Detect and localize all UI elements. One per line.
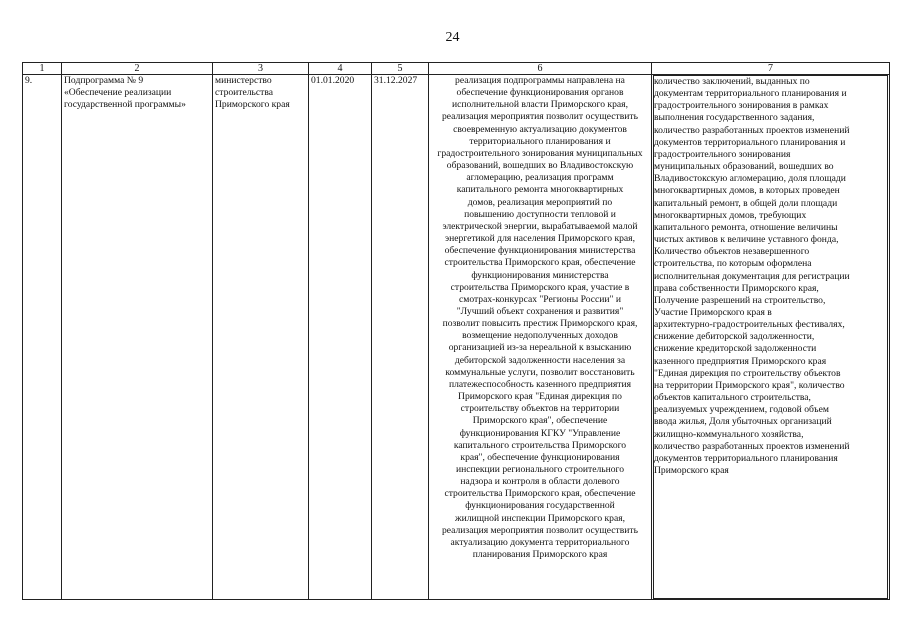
text-line: выполнения государственного задания, [654,112,815,124]
text-line: количество разработанных проектов изменений [654,440,850,452]
text-line: градостроительного зонирования [654,148,791,160]
text-line: документов территориального планирования и [654,136,846,148]
text-line: Приморского края [654,465,729,476]
text-line: снижение кредиторской задолженности [654,343,817,355]
row-index: 9. [23,75,62,600]
header-col-4: 4 [309,63,372,75]
text-line: документов территориального планирования [654,452,838,464]
text-line: капитального строительства Приморского [453,439,627,451]
text-line: Получение разрешений на строительство, [654,294,826,306]
text-line: реализация мероприятия позволит осуществить [441,524,638,536]
text-line: надзора и контроля в области долевого [460,476,620,488]
text-line: реализуемых учреждением, годовой объем [654,404,829,416]
text-line: многоквартирных домов, в которых проведен [654,185,840,197]
header-col-7: 7 [652,63,890,75]
indicators [652,75,890,600]
text-line: реализация мероприятия позволит осуществить [441,111,638,123]
text-line: инспекции регионального строительного [455,464,625,475]
text-line: повышению доступности тепловой и [464,208,616,220]
executor [213,75,309,600]
header-col-2: 2 [62,63,213,75]
end-date: 31.12.2027 [372,75,429,600]
text-line: объектов капитального строительства, [654,392,811,404]
text-line: чистых активов к величине уставного фонда, [654,234,839,246]
text-line: ввода жилья, Доля убыточных организаций [654,416,832,428]
text-line: государственной программы» [64,99,186,111]
text-line: планирования Приморского края [472,549,608,561]
header-col-6: 6 [429,63,652,75]
text-line: дебиторской задолженности населения за [454,354,626,366]
text-line: функционирования КГКУ "Управление [459,427,621,439]
text-line: Приморского края "Единая дирекция по [458,391,622,403]
expected-results [429,75,652,600]
text-line: Владивостокскую агломерацию, доля площади [654,173,846,185]
text-line: строительства Приморского края, обеспечение [444,257,636,269]
text-line: жилищно-коммунального хозяйства, [654,428,804,440]
subprogram-name [62,75,213,600]
text-line: возмещение недополученных доходов [462,330,618,342]
text-line: архитектурно-градостроительных фестивалях, [654,319,845,331]
start-date: 01.01.2020 [309,75,372,600]
indicators-box [653,75,888,599]
text-line: строительства Приморского края, участие в [450,281,630,293]
header-col-5: 5 [372,63,429,75]
text-line: обеспечение функционирования министерства [444,245,636,257]
text-line: "Единая дирекция по строительству объектов [654,367,841,379]
text-line: домов, реализация мероприятий по [467,196,613,208]
text-line: коммунальные услуги, позволит восстановить [445,366,635,378]
text-line: Приморского края", обеспечение [472,415,608,427]
text-line: реализация подпрограммы направлена на [455,75,625,86]
text-line: права собственности Приморского края, [654,282,819,294]
text-line: многоквартирных домов, требующих [654,209,807,221]
text-line: строительства [215,87,274,99]
text-line: жилищной инспекции Приморского края, [454,512,626,524]
text-line: позволит повысить престиж Приморского края, [442,318,638,330]
text-line: агломерацию, реализация программ [466,172,614,184]
text-line: обеспечение функционирования органов [456,87,624,99]
text-line: исполнительная документация для регистрации [654,270,850,282]
text-line: функционирования государственной [465,500,615,512]
text-line: Подпрограмма № 9 [64,75,144,86]
text-line: платежеспособность казенного предприятия [448,378,632,390]
text-line: градостроительного зонирования в рамках [654,100,829,112]
text-line: количество заключений, выданных по [654,76,810,87]
text-line: функционирования министерства [471,269,609,281]
text-line: исполнительной власти Приморского края, [452,99,628,111]
text-line: Участие Приморского края в [654,306,772,318]
text-line: на территории Приморского края", количество [654,379,845,391]
header-col-1: 1 [23,63,62,75]
text-line: капитального ремонта многоквартирных [456,184,624,196]
text-line: казенного предприятия Приморского края [654,355,827,367]
header-col-3: 3 [213,63,309,75]
text-line: территориального планирования и [469,135,611,147]
text-line: «Обеспечение реализации [64,87,172,99]
text-line: актуализацию документа территориального [450,536,630,548]
page-number: 24 [445,30,460,45]
text-line: строительства Приморского края, обеспечение [444,488,636,500]
text-line: электрической энергии, вырабатываемой малой [442,220,638,232]
text-line: своевременную актуализацию документов [453,123,627,135]
text-line: Количество объектов незавершенного [654,246,810,258]
text-line: края", обеспечение функционирования [460,451,620,463]
text-line: количество разработанных проектов изменений [654,124,850,136]
text-line: капитального ремонта, отношение величины [654,221,838,233]
program-table [22,62,890,600]
text-line: смотрах-конкурсах "Регионы России" и [458,293,621,305]
text-line: образований, вошедших во Владивостокскую [446,160,634,172]
text-line: градостроительного зонирования муниципальных [437,147,643,159]
text-line: организацией из-за нереальной к взысканию [448,342,632,354]
text-line: капитальный ремонт, в общей доли площади [654,197,838,209]
text-line: документам территориального планирования и [654,88,847,100]
text-line: министерство [215,75,272,86]
text-line: строительству объектов на территории [460,403,620,415]
text-line: муниципальных образований, вошедших во [654,161,834,173]
text-line: "Лучший объект сохранения и развития" [456,305,624,317]
text-line: строительства, по которым оформлена [654,258,812,270]
table-row [23,75,890,600]
header-row [23,63,890,75]
text-line: Приморского края [215,99,290,111]
text-line: снижение дебиторской задолженности, [654,331,815,343]
text-line: энергетикой для населения Приморского края, [444,233,635,245]
